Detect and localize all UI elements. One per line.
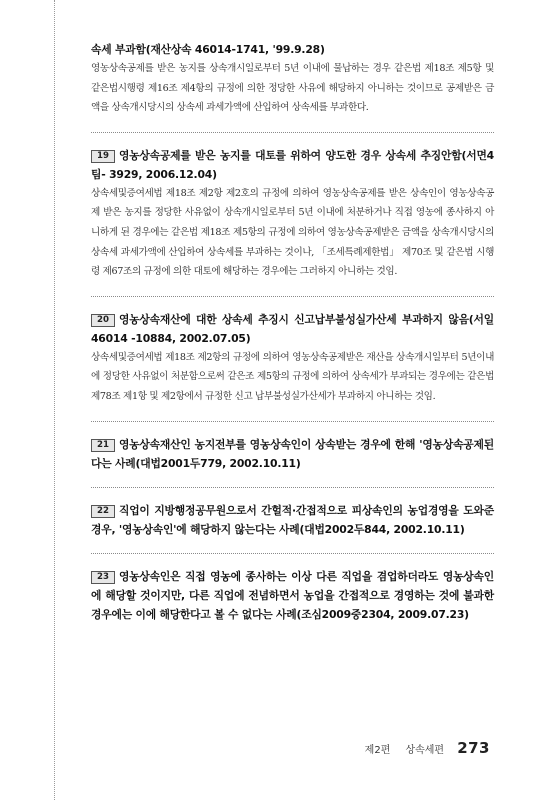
section-heading-text: 영농상속재산인 농지전부를 영농상속인이 상속받는 경우에 한해 '영농상속공제된다는 사례(대법2001두779, 2002.10.11)	[91, 437, 494, 470]
section-divider	[91, 553, 494, 555]
section-body: 영농상속공제를 받은 농지를 상속개시일로부터 5년 이내에 물납하는 경우 같은법 제18조 제5항 및 같은법시행령 제16조 제4항의 규정에 의한 정당한 사유에 해당하지 아니하는 것이므로 공제받은 금액을 상속개시당시의 상속세 과세가액에 산입하여 상속세를 부과한다.	[91, 63, 494, 114]
page-content	[91, 40, 494, 624]
footer-part-label: 제2편	[364, 745, 391, 756]
section-heading-text: 영농상속공제를 받은 농지를 대토를 위하여 양도한 경우 상속세 추징안함(서면4팀- 3929, 2006.12.04)	[91, 148, 494, 181]
section-body: 상속세및증여세법 제18조 제2항의 규정에 의하여 영농상속공제받은 재산을 상속개시일부터 5년이내에 정당한 사유없이 처분함으로써 같은조 제5항의 규정에 의하여 상속세가 부과되는 경우에는 같은법 제78조 제1항 및 제2항에서 규정한 신고 납부불성실가산세가 부과하지 아니하는 것임.	[91, 351, 494, 402]
section-heading-text: 영농상속인은 직접 영농에 종사하는 이상 다른 직업을 겸업하더라도 영농상속인에 해당할 것이지만, 다른 직업에 전념하면서 농업을 간접적으로 경영하는 것에 불과한 경우에는 이에 해당한다고 볼 수 없다는 사례(조심2009중2304, 2009.07.23)	[91, 569, 494, 621]
section-heading	[91, 435, 494, 473]
section-heading: 속세 부과함(재산상속 46014-1741, '99.9.28)	[91, 43, 325, 56]
section-heading	[91, 146, 494, 184]
ruling-section	[91, 310, 494, 407]
section-divider	[91, 487, 494, 489]
ruling-section	[91, 435, 494, 473]
section-divider	[91, 421, 494, 423]
case-number-badge: 22	[91, 505, 115, 518]
section-heading	[91, 501, 494, 539]
section-divider	[91, 132, 494, 134]
ruling-section	[91, 40, 494, 118]
ruling-section	[91, 146, 494, 282]
case-number-badge: 19	[91, 150, 115, 163]
case-number-badge: 20	[91, 314, 115, 327]
margin-rule	[54, 0, 56, 800]
section-heading	[91, 567, 494, 624]
page-footer	[365, 738, 490, 757]
page-number: 273	[457, 739, 490, 757]
section-heading-text: 직업이 지방행정공무원으로서 간헐적·간접적으로 피상속인의 농업경영을 도와준 경우, '영농상속인'에 해당하지 않는다는 사례(대법2002두844, 2002.10.11)	[91, 503, 494, 536]
section-heading	[91, 310, 494, 348]
footer-section-label: 상속세편	[405, 745, 445, 756]
section-divider	[91, 296, 494, 298]
ruling-section	[91, 501, 494, 539]
section-heading-text: 영농상속재산에 대한 상속세 추징시 신고납부불성실가산세 부과하지 않음(서일46014 -10884, 2002.07.05)	[91, 312, 494, 345]
ruling-section	[91, 567, 494, 624]
case-number-badge: 23	[91, 571, 115, 584]
section-body: 상속세및증여세법 제18조 제2항 제2호의 규정에 의하여 영농상속공제를 받은 상속인이 영농상속공제 받은 농지를 정당한 사유없이 상속개시일로부터 5년 이내에 처분하거나 직접 영농에 종사하지 아니하게 된 경우에는 같은법 제18조 제5항의 규정에 의하여 영농상속공제받은 금액을 상속개시당시의 상속세 과세가액에 산입하여 상속세를 부과하는 것이나, 「조세특례제한법」 제70조 및 같은법 시행령 제67조의 규정에 의한 대토에 해당하는 경우에는 그러하지 아니하는 것임.	[91, 187, 494, 278]
case-number-badge: 21	[91, 439, 115, 452]
